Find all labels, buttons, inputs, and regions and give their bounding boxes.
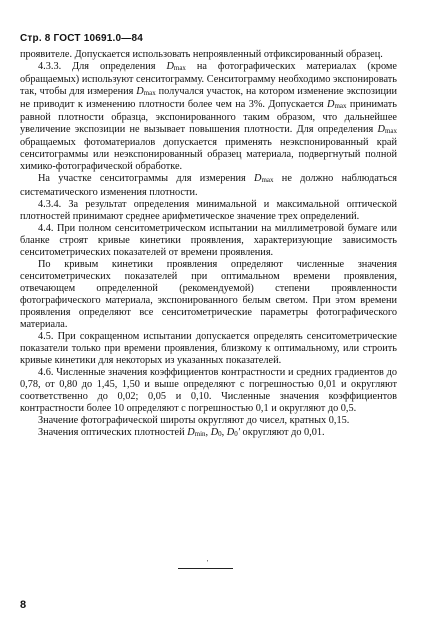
body-text	[20, 49, 397, 441]
text-run: 4.6. Численные значения коэффициентов контрастности и средних градиентов до 0,78, от 0,80 до 1,45, 1,50 и выше определяют с погрешностью 0,01 и округляют соответственно до 0,02; 0,05 и 0,10. Численные значения коэффициентов контрастности более 10 определяют с погрешностью 0,1 и округляют до 0,5.	[20, 367, 397, 415]
text-run: На участке сенситограммы для измерения	[38, 173, 255, 185]
density-subscript: 0	[234, 430, 238, 439]
text-run: 4.4. При полном сенситометрическом испытании на миллиметровой бумаге или бланке строят кривые кинетики проявления, характеризующие зависимость сенситометрических показателей от времени проявления.	[20, 222, 397, 258]
page-number: 8	[20, 599, 27, 611]
density-letter: D	[166, 61, 174, 73]
density-symbol	[254, 173, 274, 184]
text-run: По кривым кинетики проявления определяют численные значения сенситометрических показателей при оптимальном времени проявления, отвечающем определенной (рекомендуемой) степени проявленности фотографического материала, экспонированного белым светом. При этом времени проявления определяют все сенситометрические параметры фотографического материала.	[20, 258, 397, 331]
paragraph	[20, 367, 397, 415]
density-subscript: max	[143, 89, 156, 98]
text-run: 4.5. При сокращенном испытании допускается определять сенситометрические показатели только при времени проявления, близкому к оптимальному, или строить кривые кинетики для некоторых из указанных показателей.	[20, 331, 397, 367]
density-letter: D	[254, 173, 262, 185]
text-run: проявителе. Допускается использовать непроявленный отфиксированный образец.	[20, 49, 383, 60]
density-symbol	[136, 86, 156, 97]
density-symbol	[327, 99, 347, 110]
density-letter: D	[226, 427, 235, 439]
paragraph	[20, 415, 397, 427]
text-run: Значение фотографической широты округляют до чисел, кратных 0,15.	[38, 415, 350, 427]
density-subscript: min	[194, 430, 206, 439]
text-run: ,	[205, 427, 211, 439]
center-mark: '	[207, 559, 209, 567]
density-subscript: max	[261, 176, 274, 185]
text-run: обращаемых фотоматериалов допускается применять неэкспонированный край сенситограммы или неэкспонированный образец материала, подвергнутый полной химико-фотографической обработке.	[20, 137, 397, 173]
density-symbol	[211, 427, 222, 438]
page-header: Стр. 8 ГОСТ 10691.0—84	[20, 33, 143, 44]
text-run: 4.3.3. Для определения	[38, 61, 167, 73]
paragraph	[20, 173, 397, 198]
text-run: получался участок, на котором изменение экспозиции не приводит к изменению плотности более чем на 3%. Допускается	[20, 86, 397, 111]
text-run: не должно наблюдаться систематического изменения плотности.	[20, 173, 398, 198]
text-run: принимать равной плотности образца, экспонированного таким образом, что дальнейшее увеличение экспозиции не вызывает повышения плотности. Для определения	[20, 99, 397, 136]
paragraph	[20, 49, 397, 61]
paragraph	[20, 259, 397, 331]
density-symbol	[378, 124, 398, 135]
density-letter: D	[136, 86, 144, 98]
density-symbol	[227, 427, 240, 438]
density-symbol	[187, 427, 205, 438]
text-run: на фотографических материалах (кроме обращаемых) используют сенситограмму. Сенситограмму необходимо экспонировать так, чтобы для измерения	[20, 61, 397, 98]
density-letter: D	[327, 99, 335, 111]
density-letter: D	[210, 427, 219, 439]
density-prime: ′	[237, 427, 240, 439]
density-subscript: max	[334, 102, 347, 111]
density-letter: D	[377, 124, 385, 136]
density-letter: D	[187, 427, 195, 439]
paragraph	[20, 427, 397, 440]
paragraph	[20, 61, 397, 173]
end-rule	[178, 568, 233, 569]
density-subscript: 0	[218, 430, 222, 439]
text-run: округляют до 0,01.	[239, 427, 325, 439]
text-run: 4.3.4. За результат определения минимальной и максимальной оптической плотностей принимают среднее арифметическое значение трех определений.	[20, 198, 397, 222]
density-subscript: max	[384, 127, 397, 136]
paragraph	[20, 223, 397, 259]
paragraph	[20, 331, 397, 367]
density-symbol	[166, 61, 186, 72]
paragraph	[20, 199, 397, 223]
density-subscript: max	[173, 64, 186, 73]
text-run: ,	[221, 427, 227, 439]
text-run: Значения оптических плотностей	[38, 427, 188, 439]
